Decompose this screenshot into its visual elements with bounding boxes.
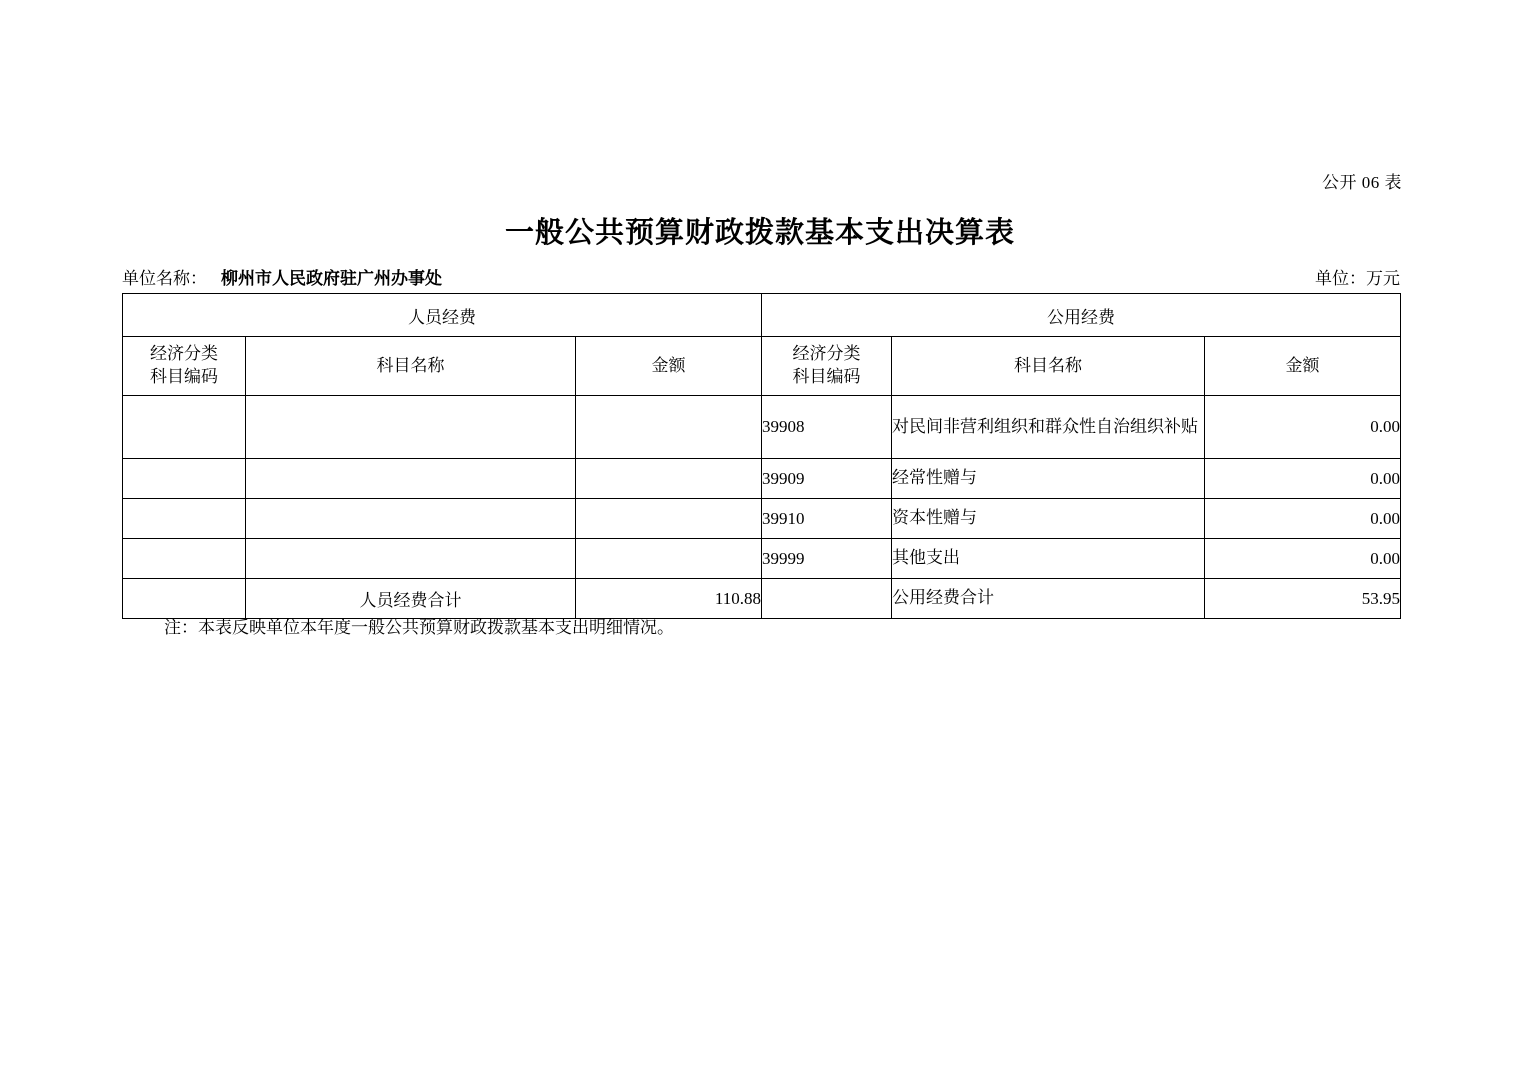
unit-value: 柳州市人民政府驻广州办事处 — [221, 269, 442, 288]
cell-personnel-name — [246, 396, 576, 459]
table-row — [123, 459, 1401, 499]
cell-public-amount: 0.00 — [1205, 499, 1401, 539]
form-code: 公开 06 表 — [1322, 173, 1402, 192]
table-note: 注：本表反映单位本年度一般公共预算财政拨款基本支出明细情况。 — [164, 618, 674, 637]
group-header-personnel: 人员经费 — [123, 294, 762, 337]
col-header-public-amount: 金额 — [1205, 337, 1401, 396]
cell-public-name: 其他支出 — [892, 539, 1205, 579]
cell-total-public-amount: 53.95 — [1205, 579, 1401, 619]
table-group-header-row — [123, 294, 1401, 337]
cell-personnel-code — [123, 459, 246, 499]
col-header-personnel-code-line1: 经济分类 — [150, 344, 218, 364]
unit-info — [122, 264, 442, 289]
col-header-personnel-name: 科目名称 — [246, 337, 576, 396]
cell-personnel-amount — [576, 396, 762, 459]
col-header-public-code-line1: 经济分类 — [792, 344, 861, 364]
cell-public-amount: 0.00 — [1205, 459, 1401, 499]
cell-personnel-name — [246, 499, 576, 539]
page-title: 一般公共预算财政拨款基本支出决算表 — [504, 217, 1015, 249]
cell-total-public-label: 公用经费合计 — [892, 579, 1205, 619]
cell-public-code: 39910 — [762, 499, 892, 539]
cell-personnel-name — [246, 539, 576, 579]
cell-total-public-code — [762, 579, 892, 619]
cell-total-personnel-label: 人员经费合计 — [246, 579, 576, 619]
cell-personnel-amount — [576, 499, 762, 539]
table-row — [123, 539, 1401, 579]
budget-table — [122, 293, 1401, 619]
cell-total-personnel-amount: 110.88 — [576, 579, 762, 619]
col-header-personnel-code — [123, 337, 246, 396]
cell-personnel-code — [123, 539, 246, 579]
cell-public-name: 资本性赠与 — [892, 499, 1205, 539]
currency-label: 单位：万元 — [1315, 269, 1400, 288]
cell-personnel-code — [123, 499, 246, 539]
unit-label: 单位名称： — [122, 269, 207, 288]
cell-public-amount: 0.00 — [1205, 396, 1401, 459]
cell-public-code: 39999 — [762, 539, 892, 579]
col-header-personnel-amount: 金额 — [576, 337, 762, 396]
col-header-public-code — [762, 337, 892, 396]
table-row — [123, 499, 1401, 539]
col-header-public-code-line2: 科目编码 — [792, 367, 861, 386]
cell-personnel-amount — [576, 459, 762, 499]
col-header-public-name: 科目名称 — [892, 337, 1205, 396]
cell-personnel-amount — [576, 539, 762, 579]
table-row — [123, 396, 1401, 459]
cell-personnel-name — [246, 459, 576, 499]
col-header-personnel-code-line2: 科目编码 — [150, 367, 218, 386]
meta-row — [122, 264, 1400, 289]
cell-public-code: 39909 — [762, 459, 892, 499]
cell-public-name: 经常性赠与 — [892, 459, 1205, 499]
cell-public-name: 对民间非营利组织和群众性自治组织补贴 — [892, 396, 1205, 459]
cell-public-code: 39908 — [762, 396, 892, 459]
cell-public-amount: 0.00 — [1205, 539, 1401, 579]
group-header-public: 公用经费 — [762, 294, 1401, 337]
table-column-header-row — [123, 337, 1401, 396]
cell-personnel-code — [123, 396, 246, 459]
